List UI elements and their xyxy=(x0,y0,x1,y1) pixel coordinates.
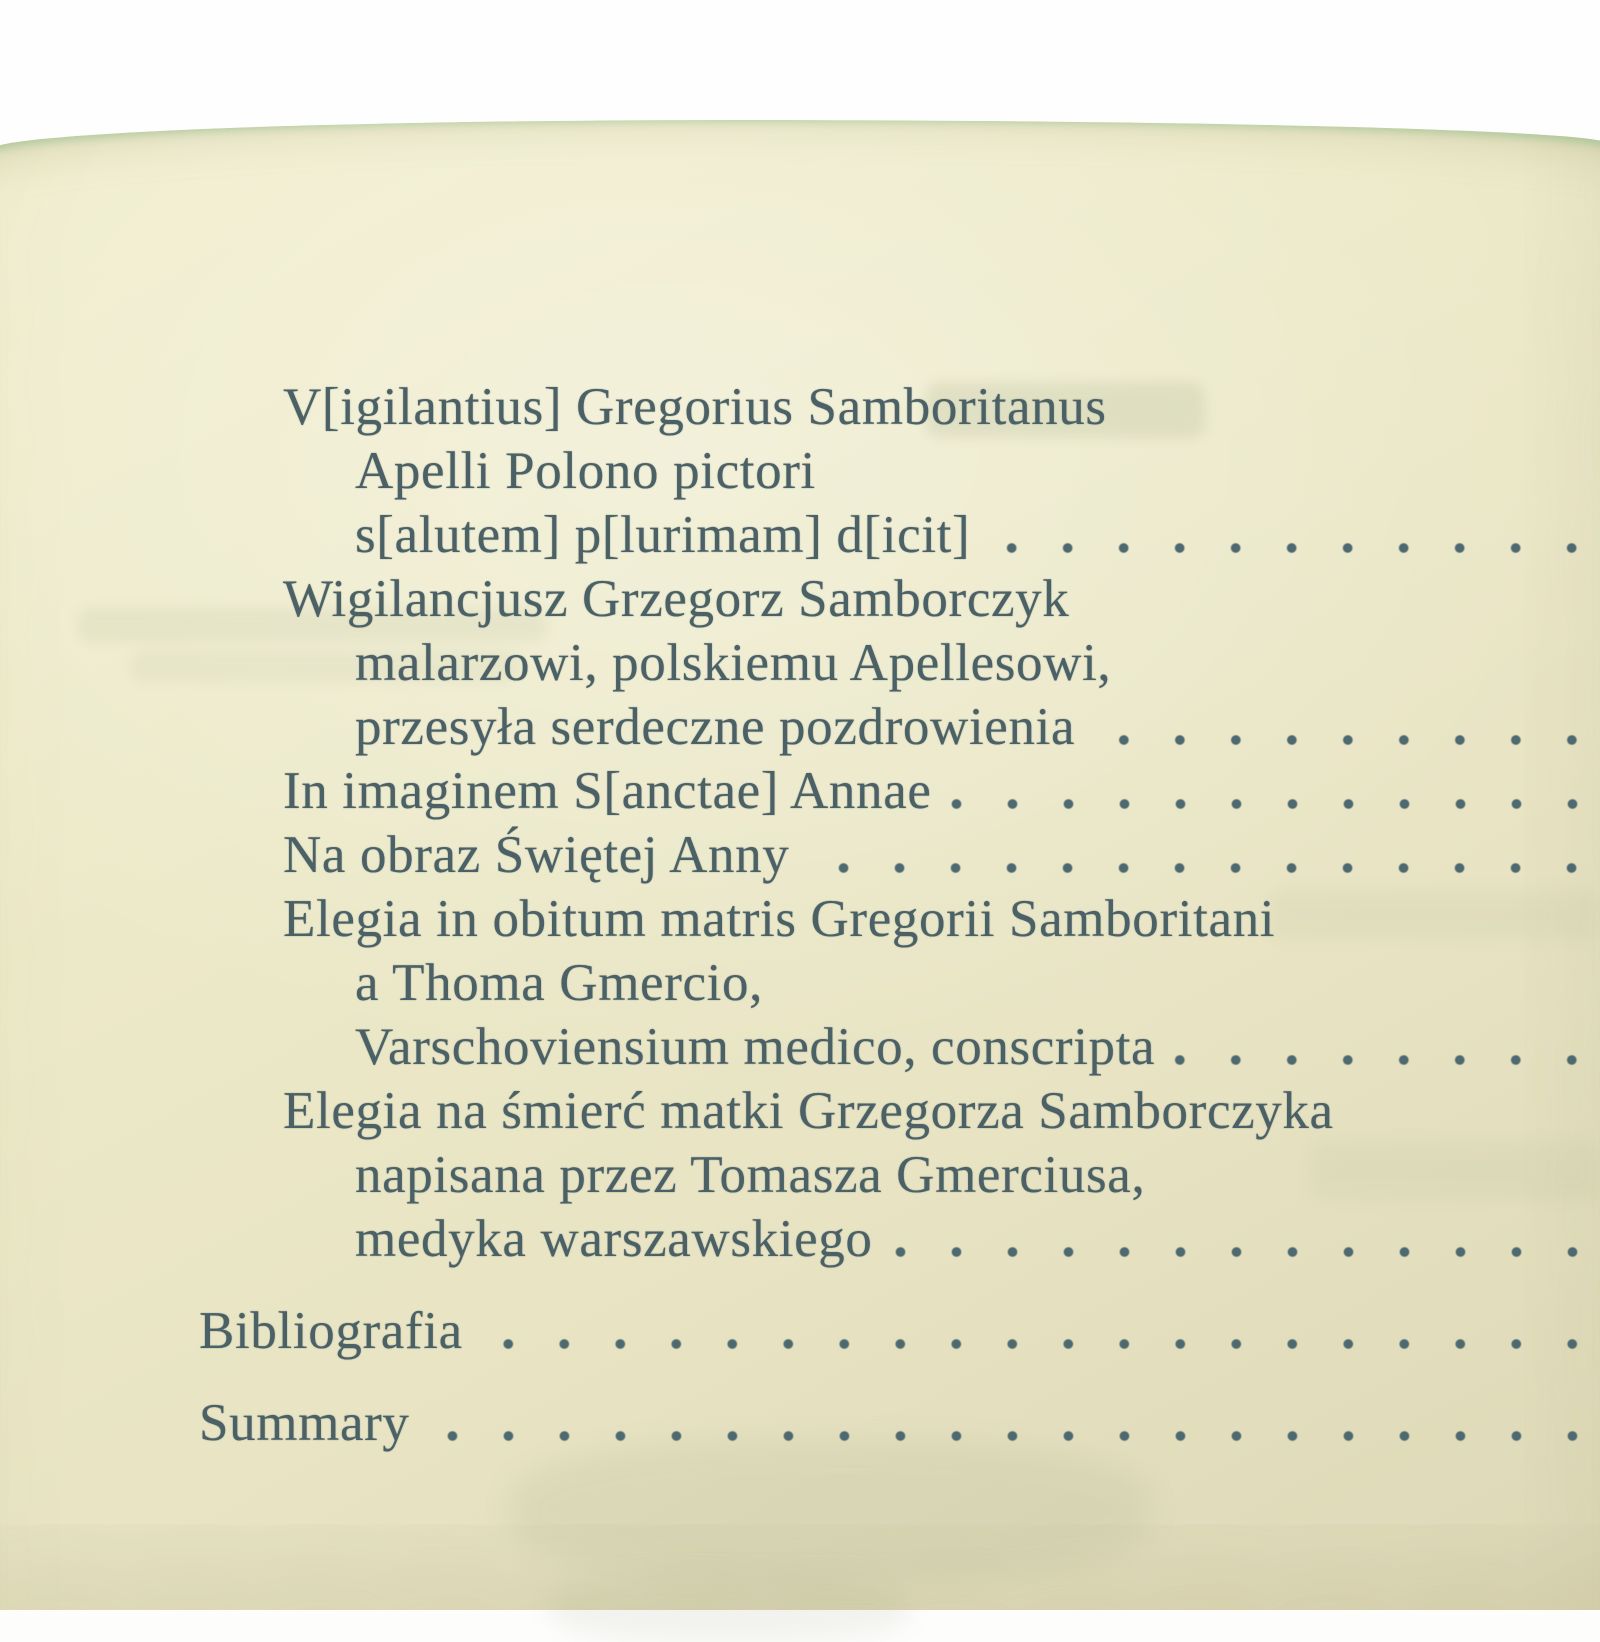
toc-entry-text: Wigilancjusz Grzegorz Samborczyk xyxy=(283,570,1070,628)
toc-entry-text: medyka warszawskiego xyxy=(355,1210,873,1268)
ghost-showthrough-block xyxy=(510,1440,1150,1580)
toc-entry-text: Apelli Polono pictori xyxy=(355,442,816,500)
toc-entry xyxy=(0,951,1600,1015)
dotted-leader xyxy=(1173,1041,1600,1079)
toc-entry xyxy=(0,631,1600,695)
toc-entry-text: Varschoviensium medico, conscripta xyxy=(355,1018,1156,1076)
toc-entry-text: przesyła serdeczne pozdrowienia xyxy=(355,698,1076,756)
toc-entry xyxy=(0,887,1600,951)
book-page xyxy=(0,120,1600,1610)
dotted-leader xyxy=(950,785,1600,823)
toc-entry-text: s[alutem] p[lurimam] d[icit] xyxy=(355,506,971,564)
toc-entry-text: napisana przez Tomasza Gmerciusa, xyxy=(355,1146,1146,1204)
toc-entry-text: Na obraz Świętej Anny xyxy=(283,826,790,884)
toc-entry-text: malarzowi, polskiemu Apellesowi, xyxy=(355,634,1112,692)
toc-entry xyxy=(0,567,1600,631)
toc-entry xyxy=(0,1079,1600,1143)
toc-entry xyxy=(0,1207,1600,1271)
toc-entry-text: a Thoma Gmercio, xyxy=(355,954,764,1012)
ghost-showthrough-block xyxy=(550,1572,910,1642)
dotted-leader xyxy=(1093,721,1600,759)
toc-entry xyxy=(0,759,1600,823)
dotted-leader xyxy=(481,1325,1600,1363)
dotted-leader xyxy=(428,1417,1600,1455)
table-of-contents xyxy=(0,375,1600,1455)
dotted-leader xyxy=(807,849,1600,887)
toc-entry-text: Bibliografia xyxy=(199,1302,463,1360)
toc-entry xyxy=(0,503,1600,567)
toc-entry-text: V[igilantius] Gregorius Samboritanus xyxy=(283,378,1107,436)
toc-entry-text: In imaginem S[anctae] Annae xyxy=(283,762,932,820)
dotted-leader xyxy=(891,1233,1600,1271)
toc-entry xyxy=(0,823,1600,887)
toc-entry xyxy=(0,1299,1600,1363)
toc-entry-text: Elegia in obitum matris Gregorii Samboritani xyxy=(283,890,1276,948)
toc-entry xyxy=(0,1015,1600,1079)
toc-entry xyxy=(0,1391,1600,1455)
toc-entry xyxy=(0,375,1600,439)
toc-entry xyxy=(0,695,1600,759)
toc-entry-text: Elegia na śmierć matki Grzegorza Samborczyka xyxy=(283,1082,1334,1140)
toc-entry xyxy=(0,1143,1600,1207)
toc-entry xyxy=(0,439,1600,503)
toc-entry-text: Summary xyxy=(199,1394,410,1452)
dotted-leader xyxy=(988,529,1600,567)
